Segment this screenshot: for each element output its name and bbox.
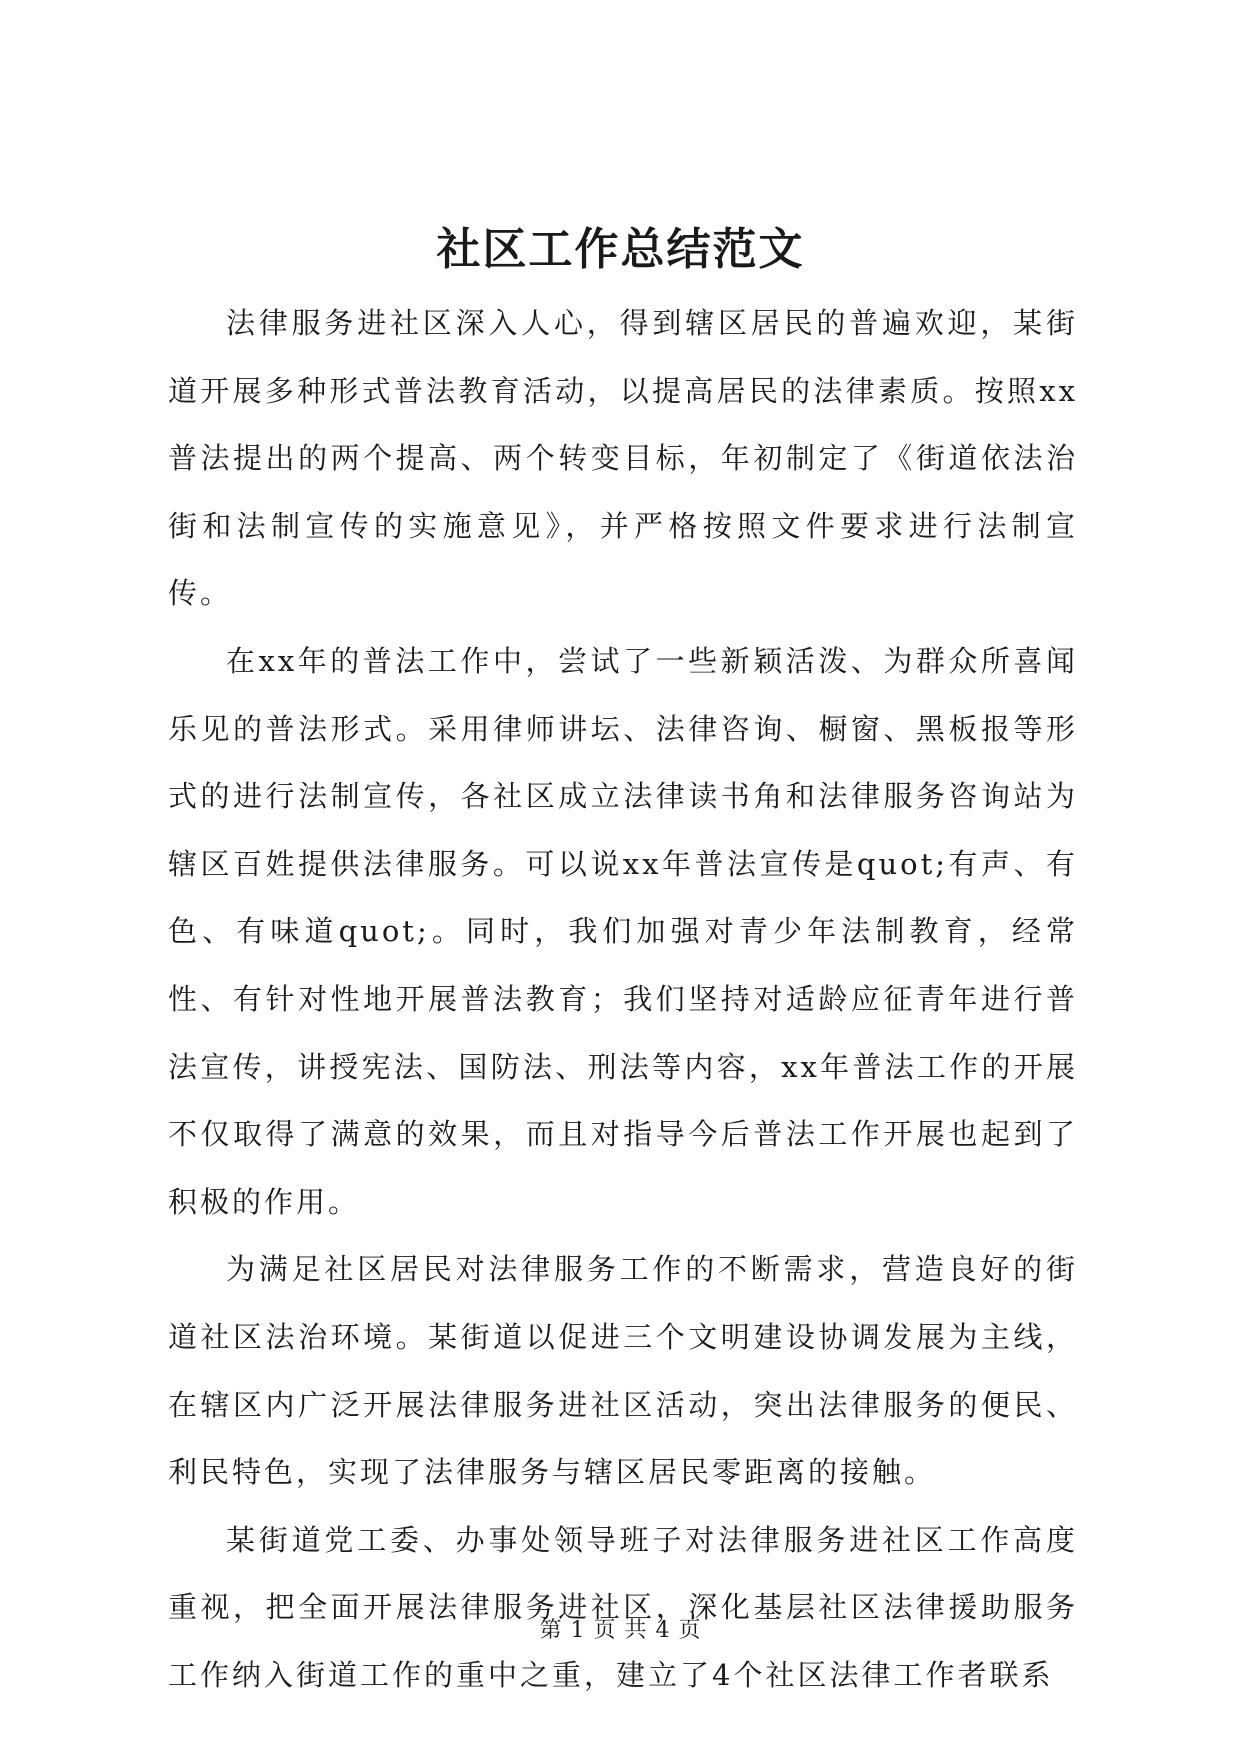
page-number-footer: 第 1 页 共 4 页 <box>539 1618 702 1643</box>
paragraph-1: 法律服务进社区深入人心，得到辖区居民的普遍欢迎，某街道开展多种形式普法教育活动，以提高居民的法律素质。按照xx普法提出的两个提高、两个转变目标，年初制定了《街道依法治街和法制宣传的实施意见》，并严格按照文件要求进行法制宣传。 <box>168 306 1078 611</box>
document-title: 社区工作总结范文 <box>436 224 805 275</box>
paragraph-3: 为满足社区居民对法律服务工作的不断需求，营造良好的街道社区法治环境。某街道以促进三个文明建设协调发展为主线，在辖区内广泛开展法律服务进社区活动，突出法律服务的便民、利民特色，实现了法律服务与辖区居民零距离的接触。 <box>168 1252 1078 1490</box>
document-body <box>168 290 1078 1709</box>
paragraph-2: 在xx年的普法工作中，尝试了一些新颖活泼、为群众所喜闻乐见的普法形式。采用律师讲坛、法律咨询、橱窗、黑板报等形式的进行法制宣传，各社区成立法律读书角和法律服务咨询站为辖区百姓提供法律服务。可以说xx年普法宣传是quot;有声、有色、有味道quot;。同时，我们加强对青少年法制教育，经常性、有针对性地开展普法教育；我们坚持对适龄应征青年进行普法宣传，讲授宪法、国防法、刑法等内容，xx年普法工作的开展不仅取得了满意的效果，而且对指导今后普法工作开展也起到了积极的作用。 <box>168 643 1078 1219</box>
paragraph-4: 某街道党工委、办事处领导班子对法律服务进社区工作高度重视，把全面开展法律服务进社区，深化基层社区法律援助服务工作纳入街道工作的重中之重，建立了4个社区法律工作者联系 <box>168 1522 1078 1692</box>
